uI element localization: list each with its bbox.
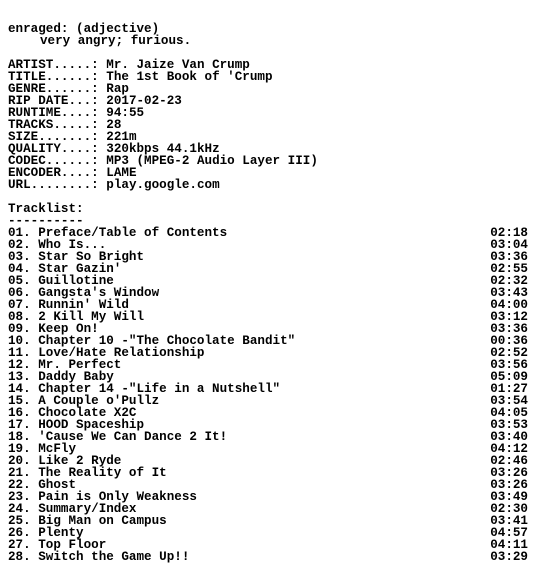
track-title: 22. Ghost	[8, 478, 77, 492]
track-title: 24. Summary/Index	[8, 502, 137, 516]
info-value: MP3 (MPEG-2 Audio Layer III)	[106, 154, 318, 168]
info-value: 320kbps 44.1kHz	[106, 142, 220, 156]
track-duration: 04:00	[490, 298, 528, 312]
track-title: 23. Pain is Only Weakness	[8, 490, 197, 504]
track-duration: 03:36	[490, 250, 528, 264]
track-duration: 03:49	[490, 490, 528, 504]
info-row	[8, 179, 530, 191]
info-label: URL........:	[8, 178, 99, 192]
track-title: 17. HOOD Spaceship	[8, 418, 145, 432]
track-duration: 04:12	[490, 442, 528, 456]
track-duration: 02:32	[490, 274, 528, 288]
spacer	[8, 191, 530, 203]
track-title: 16. Chocolate X2C	[8, 406, 137, 420]
track-duration: 02:18	[490, 226, 528, 240]
track-title: 02. Who Is...	[8, 238, 107, 252]
track-title: 27. Top Floor	[8, 538, 107, 552]
track-duration: 04:05	[490, 406, 528, 420]
track-title: 21. The Reality of It	[8, 466, 167, 480]
nfo-document	[8, 23, 530, 563]
info-label: CODEC......:	[8, 154, 99, 168]
track-duration: 00:36	[490, 334, 528, 348]
track-duration: 02:55	[490, 262, 528, 276]
track-duration: 03:53	[490, 418, 528, 432]
track-duration: 03:54	[490, 394, 528, 408]
track-duration: 02:52	[490, 346, 528, 360]
info-value: Mr. Jaize Van Crump	[106, 58, 250, 72]
track-duration: 04:11	[490, 538, 528, 552]
track-duration: 03:56	[490, 358, 528, 372]
track-duration: 05:09	[490, 370, 528, 384]
track-row	[8, 431, 530, 443]
tracklist-heading: Tracklist:	[8, 202, 84, 216]
release-info	[8, 59, 530, 191]
info-label: TRACKS.....:	[8, 118, 99, 132]
track-duration: 03:04	[490, 238, 528, 252]
track-title: 08. 2 Kill My Will	[8, 310, 145, 324]
track-duration: 03:40	[490, 430, 528, 444]
tracklist-rule: ----------	[8, 214, 84, 228]
track-title: 25. Big Man on Campus	[8, 514, 167, 528]
track-title: 04. Star Gazin'	[8, 262, 122, 276]
track-title: 11. Love/Hate Relationship	[8, 346, 205, 360]
track-title: 19. McFly	[8, 442, 77, 456]
track-title: 13. Daddy Baby	[8, 370, 114, 384]
info-label: SIZE.......:	[8, 130, 99, 144]
track-duration: 01:27	[490, 382, 528, 396]
definition-headword: enraged: (adjective)	[8, 22, 160, 36]
track-duration: 03:12	[490, 310, 528, 324]
info-label: ENCODER....:	[8, 166, 99, 180]
track-duration: 02:46	[490, 454, 528, 468]
track-duration: 02:30	[490, 502, 528, 516]
track-duration: 03:41	[490, 514, 528, 528]
track-title: 05. Guillotine	[8, 274, 114, 288]
track-row	[8, 551, 530, 563]
track-duration: 04:57	[490, 526, 528, 540]
info-label: TITLE......:	[8, 70, 99, 84]
track-title: 03. Star So Bright	[8, 250, 145, 264]
track-row	[8, 467, 530, 479]
track-title: 06. Gangsta's Window	[8, 286, 160, 300]
info-value: 94:55	[106, 106, 145, 120]
track-duration: 03:43	[490, 286, 528, 300]
track-duration: 03:29	[490, 550, 528, 564]
info-value: 2017-02-23	[106, 94, 182, 108]
info-value: 28	[106, 118, 122, 132]
track-title: 07. Runnin' Wild	[8, 298, 129, 312]
info-value: The 1st Book of 'Crump	[106, 70, 273, 84]
track-title: 15. A Couple o'Pullz	[8, 394, 160, 408]
track-title: 20. Like 2 Ryde	[8, 454, 122, 468]
track-title: 01. Preface/Table of Contents	[8, 226, 228, 240]
track-duration: 03:26	[490, 466, 528, 480]
info-value: LAME	[106, 166, 137, 180]
track-row	[8, 515, 530, 527]
info-value: 221m	[106, 130, 137, 144]
info-value: Rap	[106, 82, 129, 96]
track-title: 12. Mr. Perfect	[8, 358, 122, 372]
info-value: play.google.com	[106, 178, 220, 192]
info-label: RIP DATE...:	[8, 94, 99, 108]
tracklist	[8, 227, 530, 563]
track-title: 14. Chapter 14 -"Life in a Nutshell"	[8, 382, 281, 396]
track-title: 28. Switch the Game Up!!	[8, 550, 190, 564]
info-label: GENRE......:	[8, 82, 99, 96]
track-title: 26. Plenty	[8, 526, 84, 540]
track-duration: 03:36	[490, 322, 528, 336]
info-label: QUALITY....:	[8, 142, 99, 156]
track-title: 18. 'Cause We Can Dance 2 It!	[8, 430, 228, 444]
track-title: 10. Chapter 10 -"The Chocolate Bandit"	[8, 334, 296, 348]
info-label: RUNTIME....:	[8, 106, 99, 120]
info-label: ARTIST.....:	[8, 58, 99, 72]
track-duration: 03:26	[490, 478, 528, 492]
definition-meaning: very angry; furious.	[40, 34, 192, 48]
track-title: 09. Keep On!	[8, 322, 99, 336]
